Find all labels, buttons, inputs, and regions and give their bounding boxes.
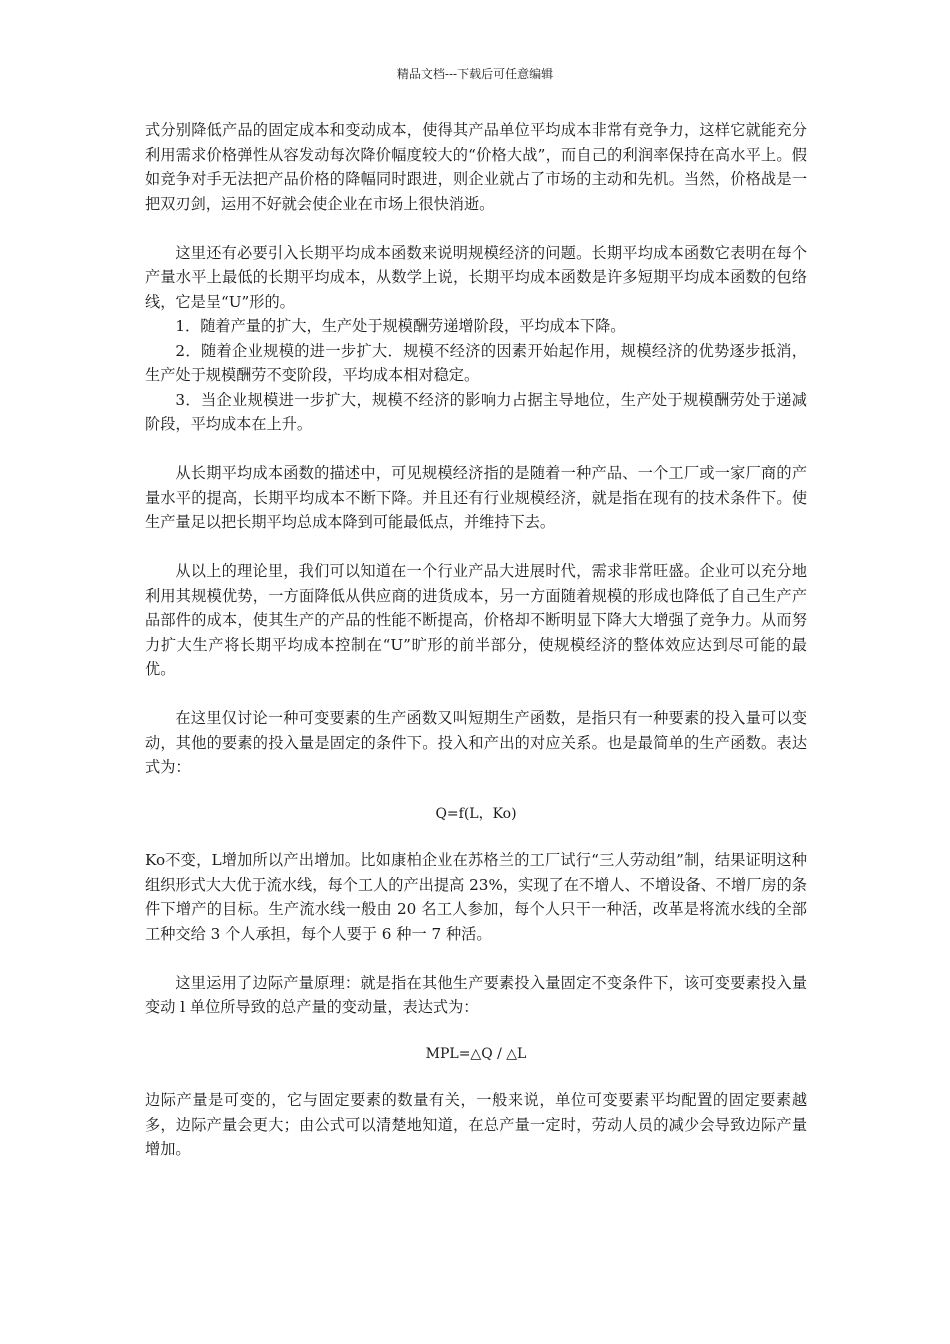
paragraph-8: 在这里仅讨论一种可变要素的生产函数又叫短期生产函数，是指只有一种要素的投入量可以变动，其他的要素的投入量是固定的条件下。投入和产出的对应关系。也是最简单的生产函数。表达式为： [145,709,807,776]
paragraph-7: 从以上的理论里，我们可以知道在一个行业产品大进展时代，需求非常旺盛。企业可以充分地利用其规模优势，一方面降低从供应商的进货成本，另一方面随着规模的形成也降低了自己生产产品部件的成本，使其生产的产品的性能不断提高，价格却不断明显下降大大增强了竞争力。从而努力扩大生产将长期平均成本控制在“U”旷形的前半部分，使规模经济的整体效应达到尽可能的最优。 [145,562,807,678]
page-header: 精品文档---下载后可任意编辑 [396,67,554,81]
paragraph-2: 这里还有必要引入长期平均成本函数来说明规模经济的问题。长期平均成本函数它表明在每个产量水平上最低的长期平均成本，从数学上说，长期平均成本函数是许多短期平均成本函数的包络线，它是呈“U”形的。 [145,243,807,311]
list-item-1: 1．随着产量的扩大，生产处于规模酬劳递增阶段，平均成本下降。 [175,317,626,335]
paragraph-10: 这里运用了边际产量原理：就是指在其他生产要素投入量固定不变条件下，该可变要素投入量变动 l 单位所导致的总产量的变动量，表达式为： [145,973,807,1016]
paragraph-9: Ko不变，L增加所以产出增加。比如康柏企业在苏格兰的工厂试行“三人劳动组”制，结果证明这种组织形式大大优于流水线，每个工人的产出提高 23%，实现了在不增人、不增设备、不增厂房的条件下增产的目标。生产流水线一般由 20 名工人参加，每个人只干一种活，改革是将流水线的全部工种交给 3 个人承担，每个人要于 6 种一 7 种活。 [145,851,807,943]
formula-marginal-product: MPL=△Q / △L [425,1045,527,1062]
paragraph-11: 边际产量是可变的，它与固定要素的数量有关，一般来说，单位可变要素平均配置的固定要素越多，边际产量会更大；由公式可以清楚地知道，在总产量一定时，劳动人员的减少会导致边际产量增加。 [145,1091,807,1158]
paragraph-6: 从长期平均成本函数的描述中，可见规模经济指的是随着一种产品、一个工厂或一家厂商的产量水平的提高，长期平均成本不断下降。并且还有行业规模经济，就是指在现有的技术条件下。使生产量足以把长期平均总成本降到可能最低点，并维持下去。 [145,464,807,531]
list-item-2: 2．随着企业规模的进一步扩大．规模不经济的因素开始起作用，规模经济的优势逐步抵消，生产处于规模酬劳不变阶段，平均成本相对稳定。 [145,341,807,384]
list-item-3: 3．当企业规模进一步扩大，规模不经济的影响力占据主导地位，生产处于规模酬劳处于递减阶段，平均成本在上升。 [145,390,807,433]
formula-production-function: Q=f(L，Ko) [435,805,517,822]
document-body [145,118,807,1162]
paragraph-1: 式分别降低产品的固定成本和变动成本，使得其产品单位平均成本非常有竞争力，这样它就能充分利用需求价格弹性从容发动每次降价幅度较大的“价格大战”，而自己的利润率保持在高水平上。假如竞争对手无法把产品价格的降幅同时跟进，则企业就占了市场的主动和先机。当然，价格战是一把双刃剑，运用不好就会使企业在市场上很快消逝。 [145,121,807,213]
